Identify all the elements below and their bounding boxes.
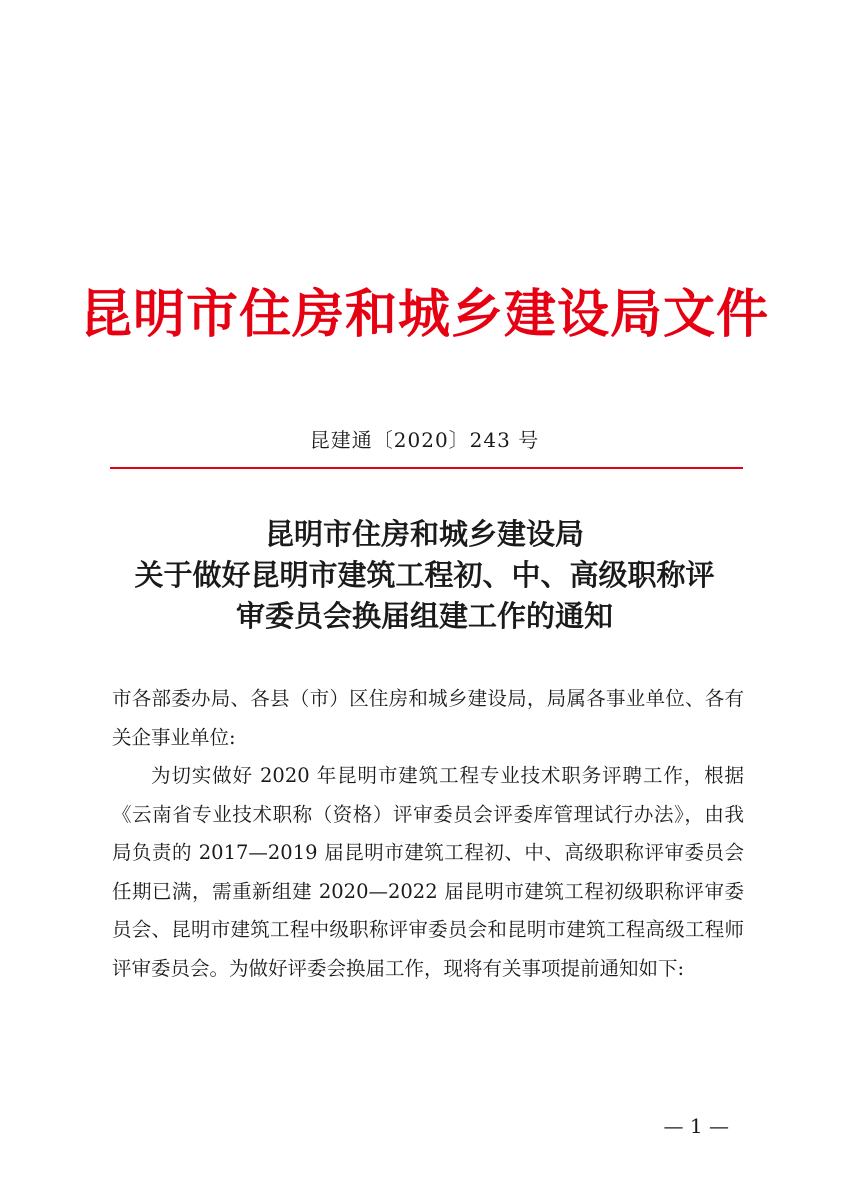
issuer-masthead: 昆明市住房和城乡建设局文件 [79, 285, 769, 345]
red-divider-line [110, 467, 743, 469]
document-title [60, 514, 789, 637]
page-number: — 1 — [663, 1114, 729, 1138]
title-line-2: 关于做好昆明市建筑工程初、中、高级职称评 [134, 558, 715, 592]
title-line-3: 审委员会换届组建工作的通知 [235, 599, 613, 633]
document-body [112, 680, 744, 988]
document-number: 昆建通〔2020〕243 号 [309, 428, 540, 452]
body-paragraph-1: 为切实做好 2020 年昆明市建筑工程专业技术职务评聘工作，根据《云南省专业技术职称（资格）评审委员会评委库管理试行办法》，由我局负责的 2017—2019 届昆明市建筑工程初、中、高级职称评审委员会任期已满，需重新组建 2020—2022 届昆明市建筑工程初级职称评审委员会、昆明市建筑工程中级职称评审委员会和昆明市建筑工程高级工程师评审委员会。为做好评委会换届工作，现将有关事项提前通知如下: [112, 764, 744, 980]
addressee-paragraph: 市各部委办局、各县（市）区住房和城乡建设局，局属各事业单位、各有关企事业单位: [112, 687, 744, 749]
title-line-1: 昆明市住房和城乡建设局 [264, 517, 584, 551]
